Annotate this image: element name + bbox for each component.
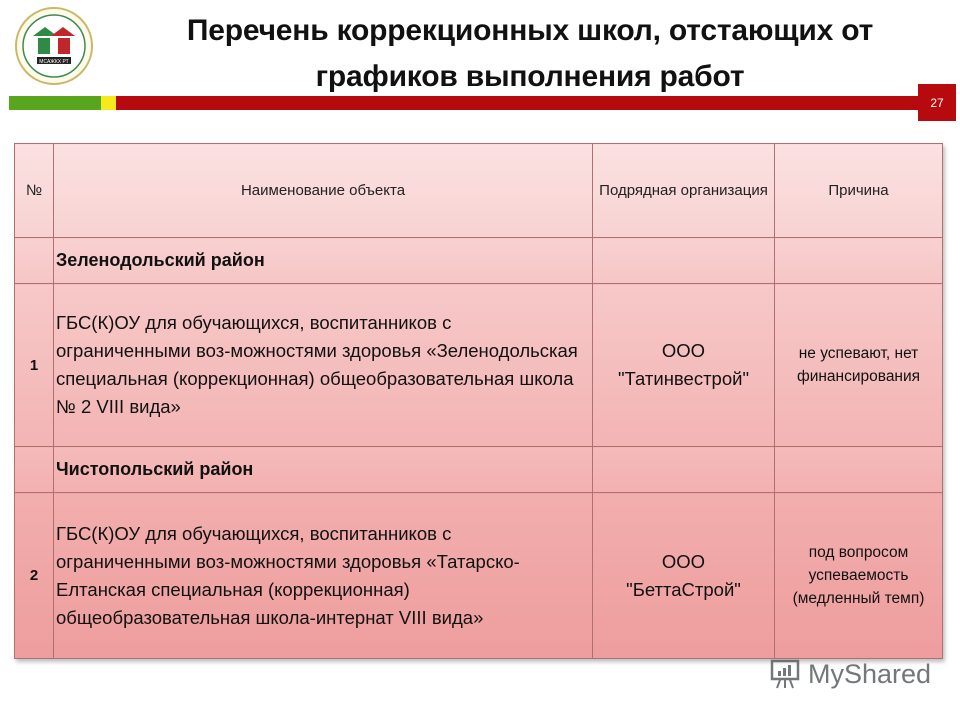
district-reason-cell [775, 447, 943, 493]
presentation-chart-icon [768, 658, 802, 690]
yellow-stripe [101, 96, 116, 110]
table-row [15, 493, 943, 659]
contractor-name [593, 284, 775, 447]
green-stripe [9, 96, 101, 110]
title-line-1: Перечень коррекционных школ, отстающих от [186, 14, 874, 47]
delay-reason: не успевают, нет финансирования [775, 284, 943, 447]
contractor-title: "Татинвестрой" [617, 368, 750, 389]
district-contractor-cell [593, 238, 775, 284]
table-header-row [15, 144, 943, 238]
contractor-name [593, 493, 775, 659]
district-reason-cell [775, 238, 943, 284]
schools-table [14, 143, 943, 659]
row-number: 1 [15, 284, 54, 447]
emblem-icon [9, 6, 99, 86]
title-line-2: графиков выполнения работ [315, 60, 745, 93]
district-name: Чистопольский район [54, 447, 593, 493]
contractor-type: ООО [661, 550, 706, 572]
red-stripe [116, 96, 920, 110]
district-number-cell [15, 447, 54, 493]
myshared-watermark [768, 656, 931, 692]
column-header-contractor: Подрядная организация [593, 144, 775, 238]
district-row [15, 447, 943, 493]
svg-text:МСАЖКХ РТ: МСАЖКХ РТ [39, 59, 69, 65]
district-contractor-cell [593, 447, 775, 493]
column-header-reason: Причина [775, 144, 943, 238]
district-number-cell [15, 238, 54, 284]
object-name: ГБС(К)ОУ для обучающихся, воспитанников с ограниченными воз-можностями здоровья «Татарско-Елтанская специальная (коррекционная) общеобразовательная школа-интернат VIII вида» [54, 493, 593, 659]
column-header-number: № [15, 144, 54, 238]
contractor-title: "БеттаСтрой" [626, 578, 741, 600]
delay-reason: под вопросом успеваемость (медленный темп) [775, 493, 943, 659]
watermark-text: MyShared [808, 658, 932, 689]
row-number: 2 [15, 493, 54, 659]
district-row [15, 238, 943, 284]
object-name: ГБС(К)ОУ для обучающихся, воспитанников с ограниченными воз-можностями здоровья «Зеленодольская специальная (коррекционная) общеобразовательная школа № 2 VIII вида» [54, 284, 593, 447]
page-title [110, 8, 950, 100]
contractor-type: ООО [661, 340, 706, 361]
slide-number: 27 [918, 84, 956, 121]
column-header-object: Наименование объекта [54, 144, 593, 238]
district-name: Зеленодольский район [54, 238, 593, 284]
table-row [15, 284, 943, 447]
ministry-logo [9, 6, 99, 86]
